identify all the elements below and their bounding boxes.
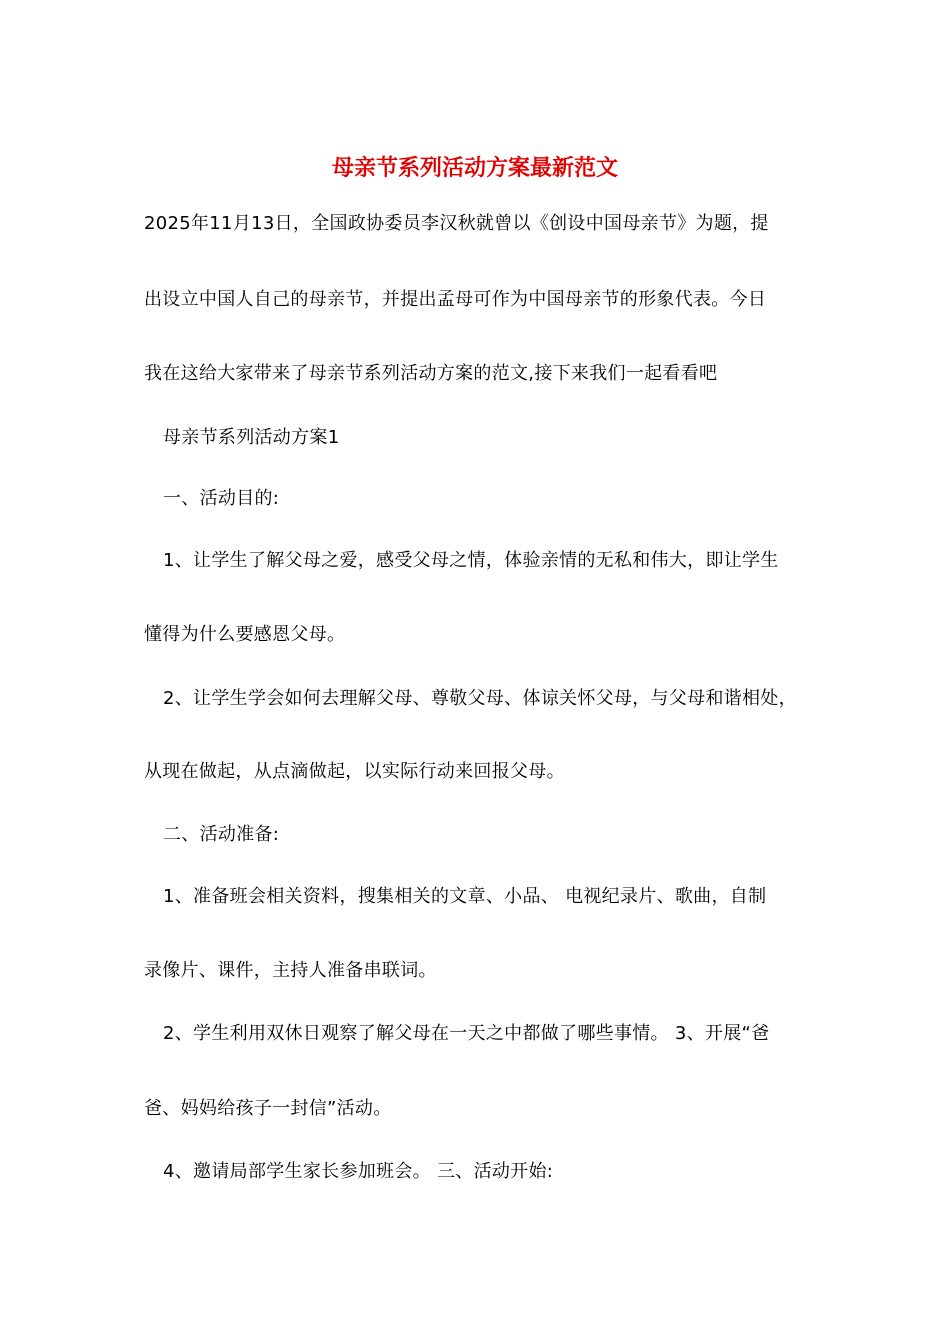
paragraph-line: 1、让学生了解父母之爱，感受父母之情，体验亲情的无私和伟大，即让学生: [163, 550, 779, 571]
paragraph-line: 从现在做起，从点滴做起，以实际行动来回报父母。: [144, 761, 565, 782]
paragraph-line: 爸、妈妈给孩子一封信”活动。: [144, 1098, 392, 1119]
paragraph-line: 出设立中国人自己的母亲节，并提出孟母可作为中国母亲节的形象代表。今日: [144, 289, 767, 310]
paragraph-line: 2025年11月13日，全国政协委员李汉秋就曾以《创设中国母亲节》为题，提: [144, 213, 769, 234]
section-heading: 一、活动目的:: [163, 488, 280, 509]
paragraph-line: 4、邀请局部学生家长参加班会。 三、活动开始:: [163, 1161, 554, 1182]
section-heading: 母亲节系列活动方案1: [163, 427, 340, 448]
paragraph-line: 懂得为什么要感恩父母。: [144, 624, 346, 645]
paragraph-line: 2、学生利用双休日观察了解父母在一天之中都做了哪些事情。 3、开展“爸: [163, 1023, 770, 1044]
paragraph-line: 2、让学生学会如何去理解父母、尊敬父母、体谅关怀父母，与父母和谐相处，: [163, 688, 797, 709]
paragraph-line: 我在这给大家带来了母亲节系列活动方案的范文,接下来我们一起看看吧: [144, 363, 718, 384]
paragraph-line: 录像片、课件，主持人准备串联词。: [144, 960, 437, 981]
document-title: 母亲节系列活动方案最新范文: [331, 155, 618, 181]
paragraph-line: 1、准备班会相关资料，搜集相关的文章、小品、 电视纪录片、歌曲，自制: [163, 886, 767, 907]
section-heading: 二、活动准备:: [163, 824, 280, 845]
